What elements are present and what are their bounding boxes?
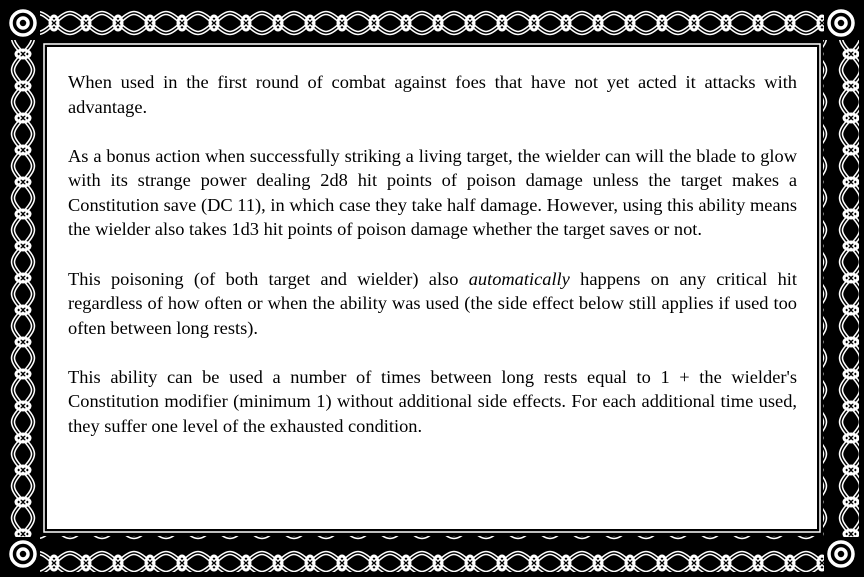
emphasis-automatically: automatically [468,268,570,289]
border-right [823,40,859,537]
paragraph-uses-limit: This ability can be used a number of times between long rests equal to 1 + the wielder's Constitution modifier (minimum 1) without additional side effects. For each additional time used, they suffer one level of the exhausted condition. [68,366,797,437]
paragraph-critical-hit [68,267,797,341]
text-panel [47,47,817,529]
paragraph-advantage: When used in the first round of combat against foes that have not yet acted it attacks with advantage. [68,72,797,117]
critical-hit-text-end: happens on any critical hit regardless of how often or when the ability was used (the side effect below still applies if used too often between long rests). [68,268,797,338]
border-top [40,5,824,41]
critical-hit-text-start: This poisoning (of both target and wielder) also [68,268,469,289]
border-bottom [40,536,824,572]
border-left [5,40,41,537]
paragraph-bonus-action: As a bonus action when successfully striking a living target, the wielder can will the blade to glow with its strange power dealing 2d8 hit points of poison damage unless the target makes a Constitution save (DC 11), in which case they take half damage. However, using this ability means the wielder also takes 1d3 hit points of poison damage whether the target saves or not. [68,145,797,240]
